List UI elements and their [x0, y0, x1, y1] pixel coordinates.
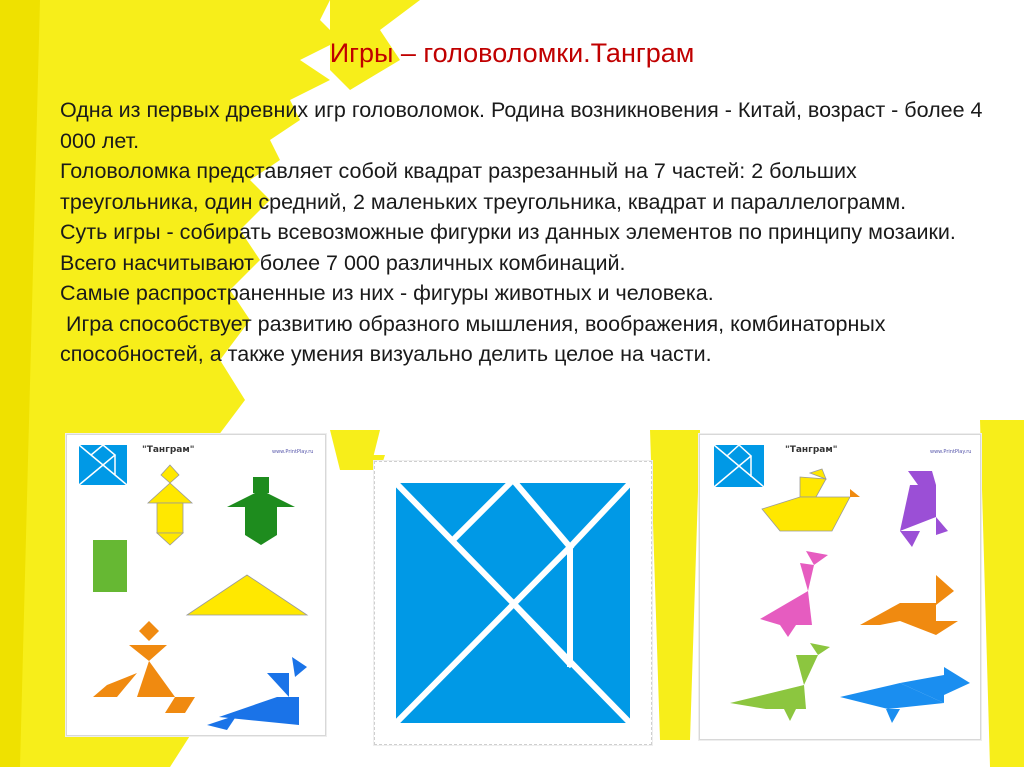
- figure-house-green: [227, 477, 295, 545]
- paragraph-origin: Одна из первых древних игр головоломок. Родина возникновения - Китай, возраст - более 4 000 лет.: [60, 98, 983, 153]
- paragraph-benefits: Игра способствует развитию образного мышления, воображения, комбинаторных способностей, а также умения визуально делить целое на части.: [60, 311, 892, 366]
- slide-title: Игры – головоломки.Танграм: [329, 38, 695, 68]
- paragraph-common-figures: Самые распространенные из них - фигуры животных и человека.: [60, 281, 714, 305]
- figure-bird-green: [730, 643, 830, 721]
- paragraph-description: Головоломка представляет собой квадрат разрезанный на 7 частей: 2 больших треугольника, один средний, 2 маленьких треугольника, квадрат и параллелограмм.: [60, 159, 907, 214]
- figure-animal-blue: [207, 657, 307, 730]
- figure-bird-pink: [760, 551, 828, 637]
- figure-animal-orange: [860, 575, 958, 635]
- figure-triangle-yellow: [187, 575, 307, 615]
- figure-person-orange: [93, 621, 195, 713]
- left-sheet-label: "Танграм": [142, 445, 195, 455]
- paragraph-essence: Суть игры - собирать всевозможные фигурки из данных элементов по принципу мозаики. Всего насчитывают более 7 000 различных комбинаций.: [60, 220, 956, 275]
- tangram-square-diagram: [375, 462, 651, 744]
- figure-bird-purple: [900, 471, 948, 547]
- center-tangram-square: [374, 461, 652, 745]
- right-sheet-figures: [700, 435, 980, 739]
- small-tangram-icon: [714, 445, 764, 487]
- figure-bird-blue: [840, 667, 970, 723]
- right-sheet-site: www.PrintPlay.ru: [930, 449, 972, 455]
- left-sheet-figures: [67, 435, 325, 735]
- left-sheet-site: www.PrintPlay.ru: [272, 449, 314, 455]
- figure-rectangle-green: [93, 540, 127, 592]
- figure-house-yellow: [148, 465, 192, 545]
- left-tangram-sheet: [66, 434, 326, 736]
- slide-body-text: [60, 95, 1000, 370]
- small-tangram-icon: [79, 445, 127, 485]
- figure-duck-yellow: [762, 469, 860, 531]
- right-tangram-sheet: [699, 434, 981, 740]
- right-sheet-label: "Танграм": [785, 445, 838, 455]
